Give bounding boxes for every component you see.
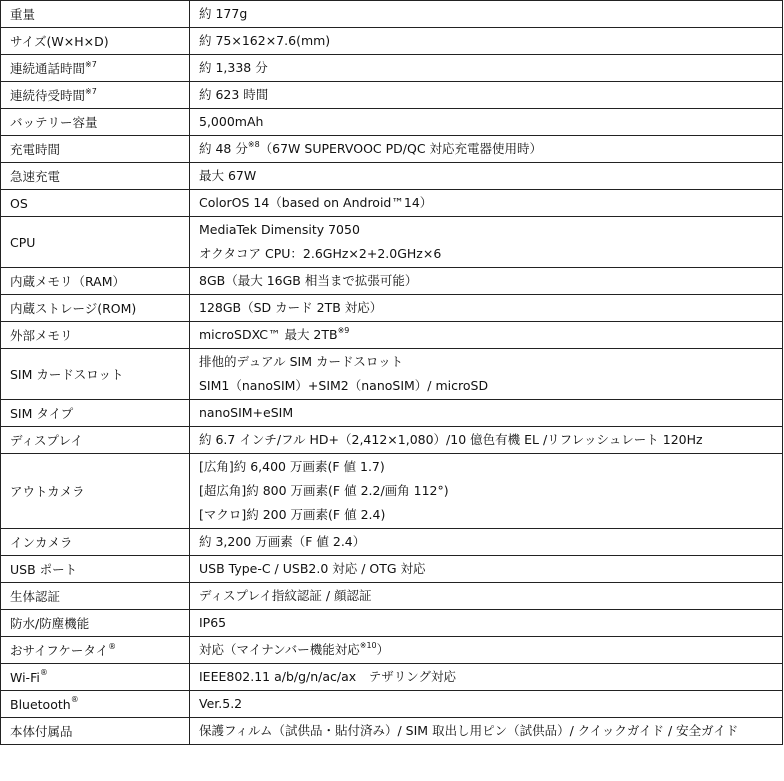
spec-value-text: 約 177g [199,6,248,21]
spec-value-cell [190,718,783,745]
spec-value-cell [190,295,783,322]
spec-value-line [199,610,782,636]
spec-label: アウトカメラ [10,484,85,499]
spec-value-text: 128GB（SD カード 2TB 対応） [199,300,383,315]
footnote-marker: ※10 [359,640,377,650]
footnote-marker: ※9 [337,325,350,335]
spec-value-cell [190,556,783,583]
spec-label: SIM タイプ [10,406,74,421]
spec-value-cell [190,322,783,349]
spec-value-text: ColorOS 14（based on Android™14） [199,195,433,210]
spec-label-superscript: ® [39,668,48,678]
spec-value-text: [超広角]約 800 万画素(F 値 2.2/画角 112°) [199,483,449,498]
spec-label: おサイフケータイ [10,643,109,658]
spec-row [1,163,783,190]
spec-value-text: ディスプレイ指紋認証 / 顔認証 [199,588,372,603]
spec-value-text: [マクロ]約 200 万画素(F 値 2.4) [199,507,386,522]
spec-value-text: IP65 [199,615,227,630]
spec-label-cell [1,454,190,529]
spec-label-cell [1,637,190,664]
spec-label-cell [1,217,190,268]
spec-label-superscript: ※7 [85,59,97,69]
spec-value-cell [190,529,783,556]
spec-value-text: IEEE802.11 a/b/g/n/ac/ax テザリング対応 [199,669,456,684]
spec-label: 本体付属品 [10,724,73,739]
spec-label: バッテリー容量 [10,115,98,130]
spec-label: 連続待受時間 [10,88,86,103]
spec-row [1,190,783,217]
spec-label-cell [1,190,190,217]
spec-row [1,637,783,664]
spec-value-cell [190,400,783,427]
spec-value-text: 約 623 時間 [199,87,269,102]
spec-label: 充電時間 [10,142,61,157]
spec-row [1,136,783,163]
spec-value-text: [広角]約 6,400 万画素(F 値 1.7) [199,459,385,474]
spec-value-line [199,82,782,108]
spec-label: OS [10,195,28,211]
spec-value-cell [190,454,783,529]
spec-value-cell [190,349,783,400]
spec-value-line [199,322,782,348]
spec-label: CPU [10,234,36,250]
spec-value-line [199,664,782,690]
spec-row [1,454,783,529]
spec-row [1,691,783,718]
spec-label: 内蔵ストレージ(ROM) [10,301,137,316]
spec-label-cell [1,295,190,322]
spec-label-superscript: ® [108,641,117,651]
spec-label: 重量 [10,7,36,22]
spec-value-line [199,503,782,527]
spec-value-line [199,350,782,374]
spec-label: ディスプレイ [10,433,83,448]
spec-label: Wi-Fi [10,669,40,685]
spec-row [1,109,783,136]
spec-value-cell [190,691,783,718]
spec-label-cell [1,163,190,190]
spec-row [1,1,783,28]
spec-label: インカメラ [10,535,73,550]
spec-row [1,295,783,322]
spec-value-text: nanoSIM+eSIM [199,405,294,420]
spec-row [1,556,783,583]
spec-table-body [1,1,783,745]
spec-value-line [199,583,782,609]
spec-label-superscript: ※7 [85,86,97,96]
spec-label: SIM カードスロット [10,367,124,382]
spec-value-cell [190,55,783,82]
spec-value-cell [190,427,783,454]
spec-value-line [199,1,782,27]
spec-value-line [199,479,782,503]
spec-value-cell [190,268,783,295]
spec-value-cell [190,82,783,109]
spec-value-line [199,295,782,321]
spec-row [1,217,783,268]
spec-row [1,529,783,556]
spec-value-cell [190,610,783,637]
spec-value-text: 約 75×162×7.6(mm) [199,33,331,48]
spec-value-line [199,718,782,744]
footnote-marker: ※8 [247,139,260,149]
spec-label: 急速充電 [10,169,61,184]
spec-value-line [199,374,782,398]
spec-row [1,400,783,427]
spec-value-text: 5,000mAh [199,114,264,129]
spec-value-text: オクタコア CPU：2.6GHz×2+2.0GHz×6 [199,246,442,261]
spec-row [1,28,783,55]
spec-label-cell [1,109,190,136]
spec-value-line [199,455,782,479]
spec-label-cell [1,322,190,349]
spec-row [1,268,783,295]
spec-row [1,718,783,745]
spec-label: 内蔵メモリ（RAM） [10,274,126,289]
spec-value-line [199,268,782,294]
spec-value-cell [190,1,783,28]
spec-value-line [199,190,782,216]
spec-label-cell [1,583,190,610]
spec-value-line [199,218,782,242]
spec-value-text: microSDXC™ 最大 2TB [199,327,338,342]
spec-value-text: SIM1（nanoSIM）+SIM2（nanoSIM）/ microSD [199,378,489,393]
spec-value-text: 約 6.7 インチ/フル HD+（2,412×1,080）/10 億色有機 EL /リフレッシュレート 120Hz [199,432,703,447]
spec-label: Bluetooth [10,696,71,712]
spec-value-line [199,28,782,54]
spec-label-cell [1,529,190,556]
spec-row [1,427,783,454]
spec-value-cell [190,136,783,163]
spec-value-text: USB Type-C / USB2.0 対応 / OTG 対応 [199,561,426,576]
spec-value-line [199,427,782,453]
spec-label-cell [1,400,190,427]
spec-value-line [199,691,782,717]
spec-label: 防水/防塵機能 [10,616,90,631]
spec-label-cell [1,556,190,583]
spec-value-text: 保護フィルム（試供品・貼付済み）/ SIM 取出し用ピン（試供品）/ クイックガイド / 安全ガイド [199,723,739,738]
spec-value-cell [190,217,783,268]
spec-label-cell [1,268,190,295]
spec-value-line [199,55,782,81]
spec-value-line [199,529,782,555]
spec-value-text: MediaTek Dimensity 7050 [199,222,360,237]
spec-label-cell [1,664,190,691]
spec-value-line [199,109,782,135]
spec-value-text: 約 1,338 分 [199,60,268,75]
spec-value-text: 対応（マイナンバー機能対応 [199,642,360,657]
spec-label: USB ポート [10,562,78,577]
spec-row [1,610,783,637]
spec-value-line [199,136,782,162]
spec-value-cell [190,583,783,610]
spec-value-cell [190,190,783,217]
spec-row [1,583,783,610]
spec-label-cell [1,691,190,718]
spec-label-cell [1,55,190,82]
spec-value-text: 約 3,200 万画素（F 値 2.4） [199,534,366,549]
spec-value-line [199,637,782,663]
spec-value-cell [190,109,783,136]
spec-value-text: 約 48 分 [199,141,248,156]
spec-label-cell [1,136,190,163]
spec-row [1,664,783,691]
spec-label-cell [1,1,190,28]
spec-label: 外部メモリ [10,328,73,343]
spec-row [1,322,783,349]
spec-value-text: 排他的デュアル SIM カードスロット [199,354,404,369]
spec-label-cell [1,718,190,745]
spec-value-text: 最大 67W [199,168,257,183]
spec-value-cell [190,28,783,55]
spec-label: サイズ(W×H×D) [10,34,109,49]
spec-value-cell [190,637,783,664]
spec-row [1,55,783,82]
spec-value-text: Ver.5.2 [199,696,243,711]
spec-value-text: 8GB（最大 16GB 相当まで拡張可能） [199,273,418,288]
spec-label-superscript: ® [70,695,79,705]
spec-label-cell [1,427,190,454]
spec-value-text: （67W SUPERVOOC PD/QC 対応充電器使用時） [259,141,543,156]
spec-value-cell [190,163,783,190]
spec-label: 生体認証 [10,589,61,604]
spec-label-cell [1,82,190,109]
spec-label-cell [1,349,190,400]
spec-value-cell [190,664,783,691]
spec-row [1,349,783,400]
spec-row [1,82,783,109]
spec-label-cell [1,610,190,637]
spec-value-line [199,163,782,189]
spec-label: 連続通話時間 [10,61,86,76]
spec-label-cell [1,28,190,55]
spec-value-text: ） [376,642,390,657]
spec-value-line [199,242,782,266]
spec-value-line [199,556,782,582]
spec-value-line [199,400,782,426]
